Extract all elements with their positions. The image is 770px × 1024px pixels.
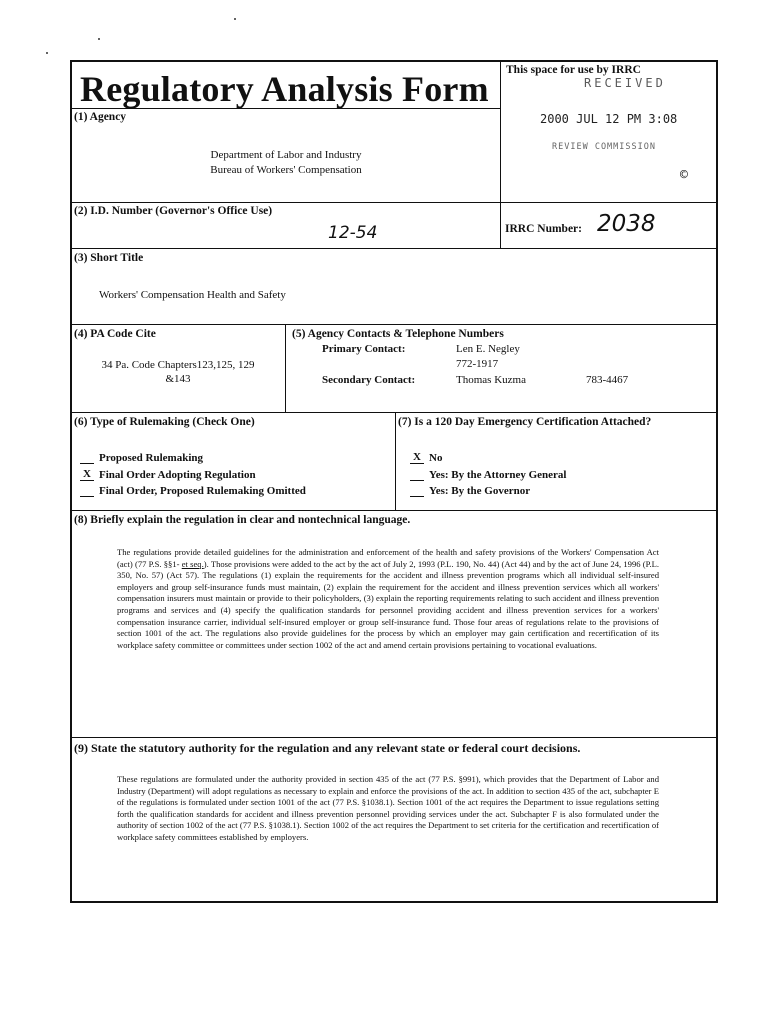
pa-code-section	[72, 324, 286, 412]
pa-code-chapters: 34 Pa. Code Chapters123,125, 129	[101, 359, 255, 371]
emergency-option-no	[410, 451, 442, 464]
emergency-option-governor	[410, 484, 530, 497]
contacts-label: (5) Agency Contacts & Telephone Numbers	[292, 328, 504, 340]
irrc-space-note: This space for use by IRRC	[506, 64, 641, 76]
rulemaking-label: (6) Type of Rulemaking (Check One)	[74, 416, 255, 428]
explanation-text	[117, 547, 659, 651]
rulemaking-check	[80, 451, 94, 464]
authority-label: (9) State the statutory authority for the regulation and any relevant state or federal court decisions.	[74, 741, 581, 755]
primary-contact-name: Len E. Negley	[456, 343, 520, 355]
received-date-stamp: 2000 JUL 12 PM 3:08	[540, 112, 678, 126]
short-title-value: Workers' Compensation Health and Safety	[99, 289, 286, 301]
rulemaking-check	[80, 484, 94, 497]
rulemaking-option-label: Final Order, Proposed Rulemaking Omitted	[99, 485, 306, 497]
regulatory-analysis-form	[70, 60, 718, 903]
id-number-label: (2) I.D. Number (Governor's Office Use)	[74, 205, 273, 217]
emergency-label: (7) Is a 120 Day Emergency Certification Attached?	[398, 416, 652, 428]
pa-code-chapters-cont: &143	[165, 373, 191, 385]
emergency-option-label: Yes: By the Governor	[429, 485, 531, 497]
rulemaking-option-proposed	[80, 451, 203, 464]
rulemaking-option-final-omitted	[80, 484, 306, 497]
authority-section	[72, 737, 716, 901]
short-title-section	[72, 248, 716, 324]
rulemaking-check: X	[80, 468, 94, 481]
secondary-contact-name: Thomas Kuzma	[456, 374, 526, 386]
id-number-section	[72, 202, 500, 248]
primary-contact-phone: 772-1917	[456, 358, 499, 370]
received-stamp: RECEIVED	[584, 76, 666, 90]
irrc-number-section	[500, 202, 716, 248]
scan-speck	[98, 38, 100, 40]
rulemaking-option-final-adopting	[80, 468, 256, 481]
emergency-option-attorney-general	[410, 468, 566, 481]
explanation-text-part: The regulations provide detailed guidelines for the administration and enforcement of the health and safety provisions of the Workers' Compensation Act (act) (77 P.S. §§1-	[117, 547, 659, 569]
id-number-value: 12-54	[328, 223, 378, 243]
form-title: Regulatory Analysis Form	[80, 69, 489, 109]
agency-section	[72, 108, 500, 202]
irrc-number-label: IRRC Number:	[505, 223, 582, 235]
agency-bureau: Bureau of Workers' Compensation	[210, 164, 362, 176]
pa-code-label: (4) PA Code Cite	[74, 328, 156, 340]
emergency-option-label: No	[429, 452, 443, 464]
scan-speck	[46, 52, 48, 54]
secondary-contact-phone: 783-4467	[586, 374, 629, 386]
scan-speck	[234, 18, 236, 20]
contacts-section	[286, 324, 716, 412]
emergency-check	[410, 484, 424, 497]
rulemaking-option-label: Final Order Adopting Regulation	[99, 469, 256, 481]
et-seq-reference: et seq.	[181, 558, 204, 569]
primary-contact-label: Primary Contact:	[322, 343, 406, 355]
authority-text: These regulations are formulated under the authority provided in section 435 of the act (77 P.S. §991), which provides that the Department of Labor and Industry (Department) will adopt regulations as necessary to explain and enforce the provisions of the act. In addition to section 435 of the act, subchapter E of the regulations is formulated under section 1001 of the act (77 P.S. §1038.1). Section 1001 of the act requires the Department to issue regulations setting forth the qualification standards for accident and illness prevention personnel providing services under the act. Subchapter F is also formulated under the authority of section 1002 of the act (77 P.S. §1038.1). Section 1002 of the act requires the Department to set criteria for the certification and recertification of workplace safety committees established by employers.	[117, 774, 659, 842]
emergency-check: X	[410, 451, 424, 464]
emergency-check	[410, 468, 424, 481]
stamp-mark: ©	[680, 168, 688, 183]
agency-department: Department of Labor and Industry	[210, 149, 362, 161]
explanation-label: (8) Briefly explain the regulation in clear and nontechnical language.	[74, 514, 411, 526]
emergency-section	[396, 412, 716, 510]
emergency-option-label: Yes: By the Attorney General	[429, 469, 567, 481]
review-commission-stamp: REVIEW COMMISSION	[552, 142, 656, 152]
explanation-section	[72, 510, 716, 737]
short-title-label: (3) Short Title	[74, 252, 144, 264]
explanation-text-part: ). Those provisions were added to the act by the act of July 2, 1993 (P.L. 190, No. 44) (Act 44) and by the act of June 24, 1996 (P.L. 350, No. 57) (Act 57). The regulations (1) explain the requirements for the accident and illness prevention programs which all individual self-insured employers and group self-insurance funds must maintain, (2) explain the requirement for the accident and illness prevention services which all workers' compensation insurers must maintain or provide to their policyholders, (3) explain the reporting requirements relating to such accident and illness prevention programs and services and (4) specify the qualification standards for personnel providing accident and illness prevention services for a workers' compensation insurance carrier, individual self-insured employer or group self-insurance fund. Those four areas of regulations relate to the provisions of section 1001 of the act. The regulations also provide guidelines for the process by which an employer may gain certification and recertification of its workplace safety committee or committees under section 1002 of the act and amend certain provisions pertaining to vocational evaluations.	[117, 558, 659, 650]
rulemaking-option-label: Proposed Rulemaking	[99, 452, 204, 464]
secondary-contact-label: Secondary Contact:	[322, 374, 416, 386]
agency-label: (1) Agency	[74, 111, 127, 123]
irrc-number-value: 2038	[597, 211, 656, 237]
rulemaking-section	[72, 412, 396, 510]
